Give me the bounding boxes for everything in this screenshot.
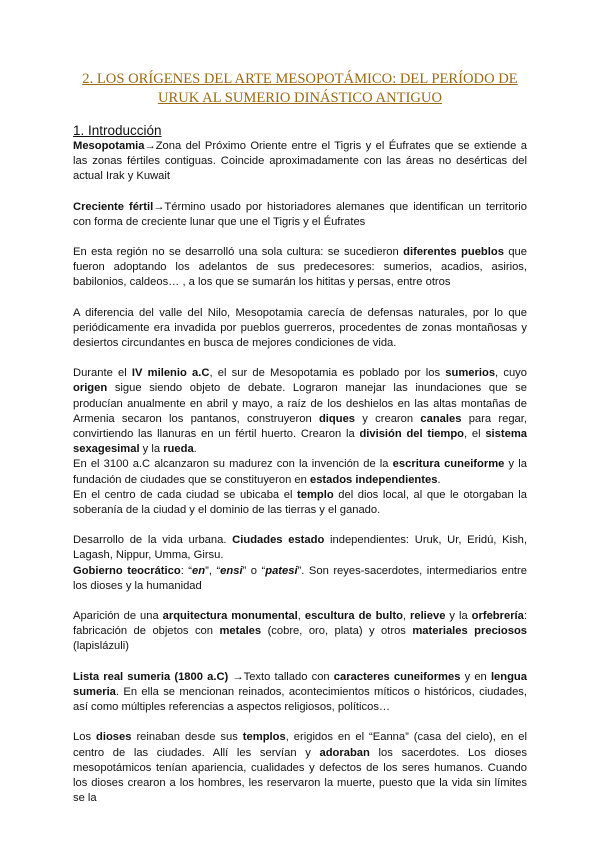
- text: →Zona del Próximo Oriente entre el Tigris y el Éufrates que se extiende a las zonas fértiles contiguas. Coincide aproximadamente con las áreas no desérticas del actual Irak y Kuwait: [73, 140, 527, 183]
- text: , el: [464, 428, 486, 441]
- text: →Término usado por historiadores alemanes que identifican un territorio con forma de creciente lunar que une el Tigris y el Éufrates: [73, 200, 527, 228]
- bold-term: sumerios: [445, 367, 496, 380]
- text: →Texto tallado con: [228, 670, 334, 683]
- paragraph-mesopotamia: [73, 139, 527, 185]
- text: ” o “: [242, 564, 266, 577]
- bold-term: diques: [318, 412, 356, 425]
- bold-term: estados independientes: [309, 473, 438, 486]
- paragraph-ciudades-estado: [73, 533, 527, 563]
- bold-term: rueda: [163, 443, 194, 456]
- bold-term: canales: [420, 412, 462, 425]
- text: Aparición de una: [73, 610, 163, 623]
- term-creciente-fertil: Creciente fértil: [73, 200, 154, 213]
- paragraph-gobierno: [73, 564, 527, 594]
- text: Desarrollo de la vida urbana.: [73, 534, 233, 547]
- text: los sacerdotes. Los dioses mesopotámicos tenían apariencia, cualidades y defectos de los seres humanos. Cuando los dioses crearon a los hombres, les reservaron la muerte, puesto que la vida sin límites se la: [73, 746, 527, 805]
- text: En esta región no se desarrolló una sola cultura: se sucedieron: [73, 246, 404, 259]
- paragraph-templo: [73, 488, 527, 518]
- text: ”. Son reyes-sacerdotes, intermediarios entre los dioses y la humanidad: [73, 564, 527, 592]
- bold-italic-term: en: [192, 564, 206, 577]
- paragraph-pueblos: [73, 245, 527, 291]
- text: : fabricación de objetos con: [73, 610, 527, 638]
- text: y crearon: [355, 412, 421, 425]
- text: , el sur de Mesopotamia es poblado por los: [209, 367, 446, 380]
- text: y la: [445, 610, 472, 623]
- text: y la: [139, 443, 164, 456]
- bold-term: Lista real sumeria (1800 a.C): [73, 670, 229, 683]
- bold-term: origen: [73, 382, 108, 395]
- bold-term: adoraban: [319, 746, 370, 759]
- paragraph-sumerios: [73, 366, 527, 457]
- text: (lapislázuli): [73, 640, 129, 653]
- paragraph-defensas: [73, 306, 527, 352]
- paragraph-lista-real: [73, 670, 527, 716]
- section-heading: 1. Introducción: [73, 123, 162, 138]
- bold-term: dioses: [96, 731, 132, 744]
- text: Durante el: [73, 367, 132, 380]
- text: .: [437, 473, 441, 486]
- document-title: 2. LOS ORÍGENES DEL ARTE MESOPOTÁMICO: DEL PERÍODO DE URUK AL SUMERIO DINÁSTICO ANTIGUO: [82, 71, 518, 106]
- bold-term: templos: [242, 731, 286, 744]
- bold-term: materiales preciosos: [412, 625, 528, 638]
- text: : “: [180, 564, 193, 577]
- text: , erigidos en el “Eanna” (casa del cielo), en el centro de las ciudades. Allí les servían y: [73, 731, 527, 759]
- bold-term: IV milenio a.C: [131, 367, 210, 380]
- text: En el centro de cada ciudad se ubicaba el: [73, 488, 298, 501]
- text: , cuyo: [495, 367, 527, 380]
- text: En el 3100 a.C alcanzaron su madurez con la invención de la: [73, 458, 393, 471]
- paragraph-arquitectura: [73, 609, 527, 655]
- bold-term: caracteres cuneiformes: [333, 670, 461, 683]
- bold-term: sistema sexagesimal: [73, 428, 527, 456]
- text: ,: [297, 610, 305, 623]
- text: A diferencia del valle del Nilo, Mesopotamia carecía de defensas naturales, por lo que periódicamente era invadida por pueblos guerreros, procedentes de zonas montañosas y desiertos circundantes en busca de mejores condiciones de vida.: [73, 306, 527, 350]
- text: ,: [402, 610, 410, 623]
- text: del dios local, al que le otorgaban la soberanía de la ciudad y el dominio de las tierras y el ganado.: [73, 488, 527, 517]
- text: independientes: Uruk, Ur, Eridú, Kish, Lagash, Nippur, Umma, Girsu.: [73, 534, 527, 562]
- text: y en: [460, 670, 491, 683]
- bold-term: división del tiempo: [359, 428, 465, 441]
- text: y la fundación de ciudades que se constituyeron en: [73, 458, 527, 486]
- paragraph-escritura: [73, 457, 527, 487]
- bold-term: relieve: [410, 610, 446, 623]
- text: ”, “: [205, 564, 221, 577]
- bold-term: lengua sumeria: [73, 670, 527, 698]
- term-mesopotamia: Mesopotamia: [73, 140, 145, 152]
- bold-term: Ciudades estado: [232, 534, 325, 547]
- text: que fueron adoptando los adelantos de sus predecesores: sumerios, acadios, asirios, babilonios, caldeos… , a los que se sumarán los hititas y persas, entre otros: [73, 246, 527, 289]
- bold-term: metales: [219, 625, 262, 638]
- bold-term: arquitectura monumental: [162, 610, 298, 623]
- document-page: [73, 70, 527, 806]
- bold-italic-term: ensi: [220, 564, 243, 577]
- text: para regar, convirtiendo las llanuras en un fértil huerto. Crearon la: [73, 412, 527, 441]
- text: Los: [73, 731, 97, 744]
- bold-italic-term: patesi: [265, 564, 298, 577]
- text: reinaban desde sus: [131, 731, 243, 744]
- bold-term: escultura de bulto: [304, 610, 403, 623]
- paragraph-dioses: [73, 730, 527, 806]
- text: sigue siendo objeto de debate. Lograron manejar las inundaciones que se producían anualmente en abril y mayo, a raíz de los deshielos en las altas montañas de Armenia secaron los pantanos, construyeron: [73, 382, 527, 425]
- bold-term: Gobierno teocrático: [73, 564, 181, 577]
- bold-term: templo: [297, 488, 334, 501]
- bold-term: escritura cuneiforme: [392, 458, 505, 471]
- bold-term: diferentes pueblos: [403, 246, 504, 259]
- text: (cobre, oro, plata) y otros: [261, 625, 413, 638]
- bold-term: orfebrería: [471, 610, 524, 623]
- text: . En ella se mencionan reinados, acontecimientos míticos o históricos, ciudades, así como múltiples referencias a aspectos religiosos, políticos…: [73, 685, 527, 714]
- text: .: [193, 443, 197, 456]
- paragraph-creciente-fertil: [73, 200, 527, 230]
